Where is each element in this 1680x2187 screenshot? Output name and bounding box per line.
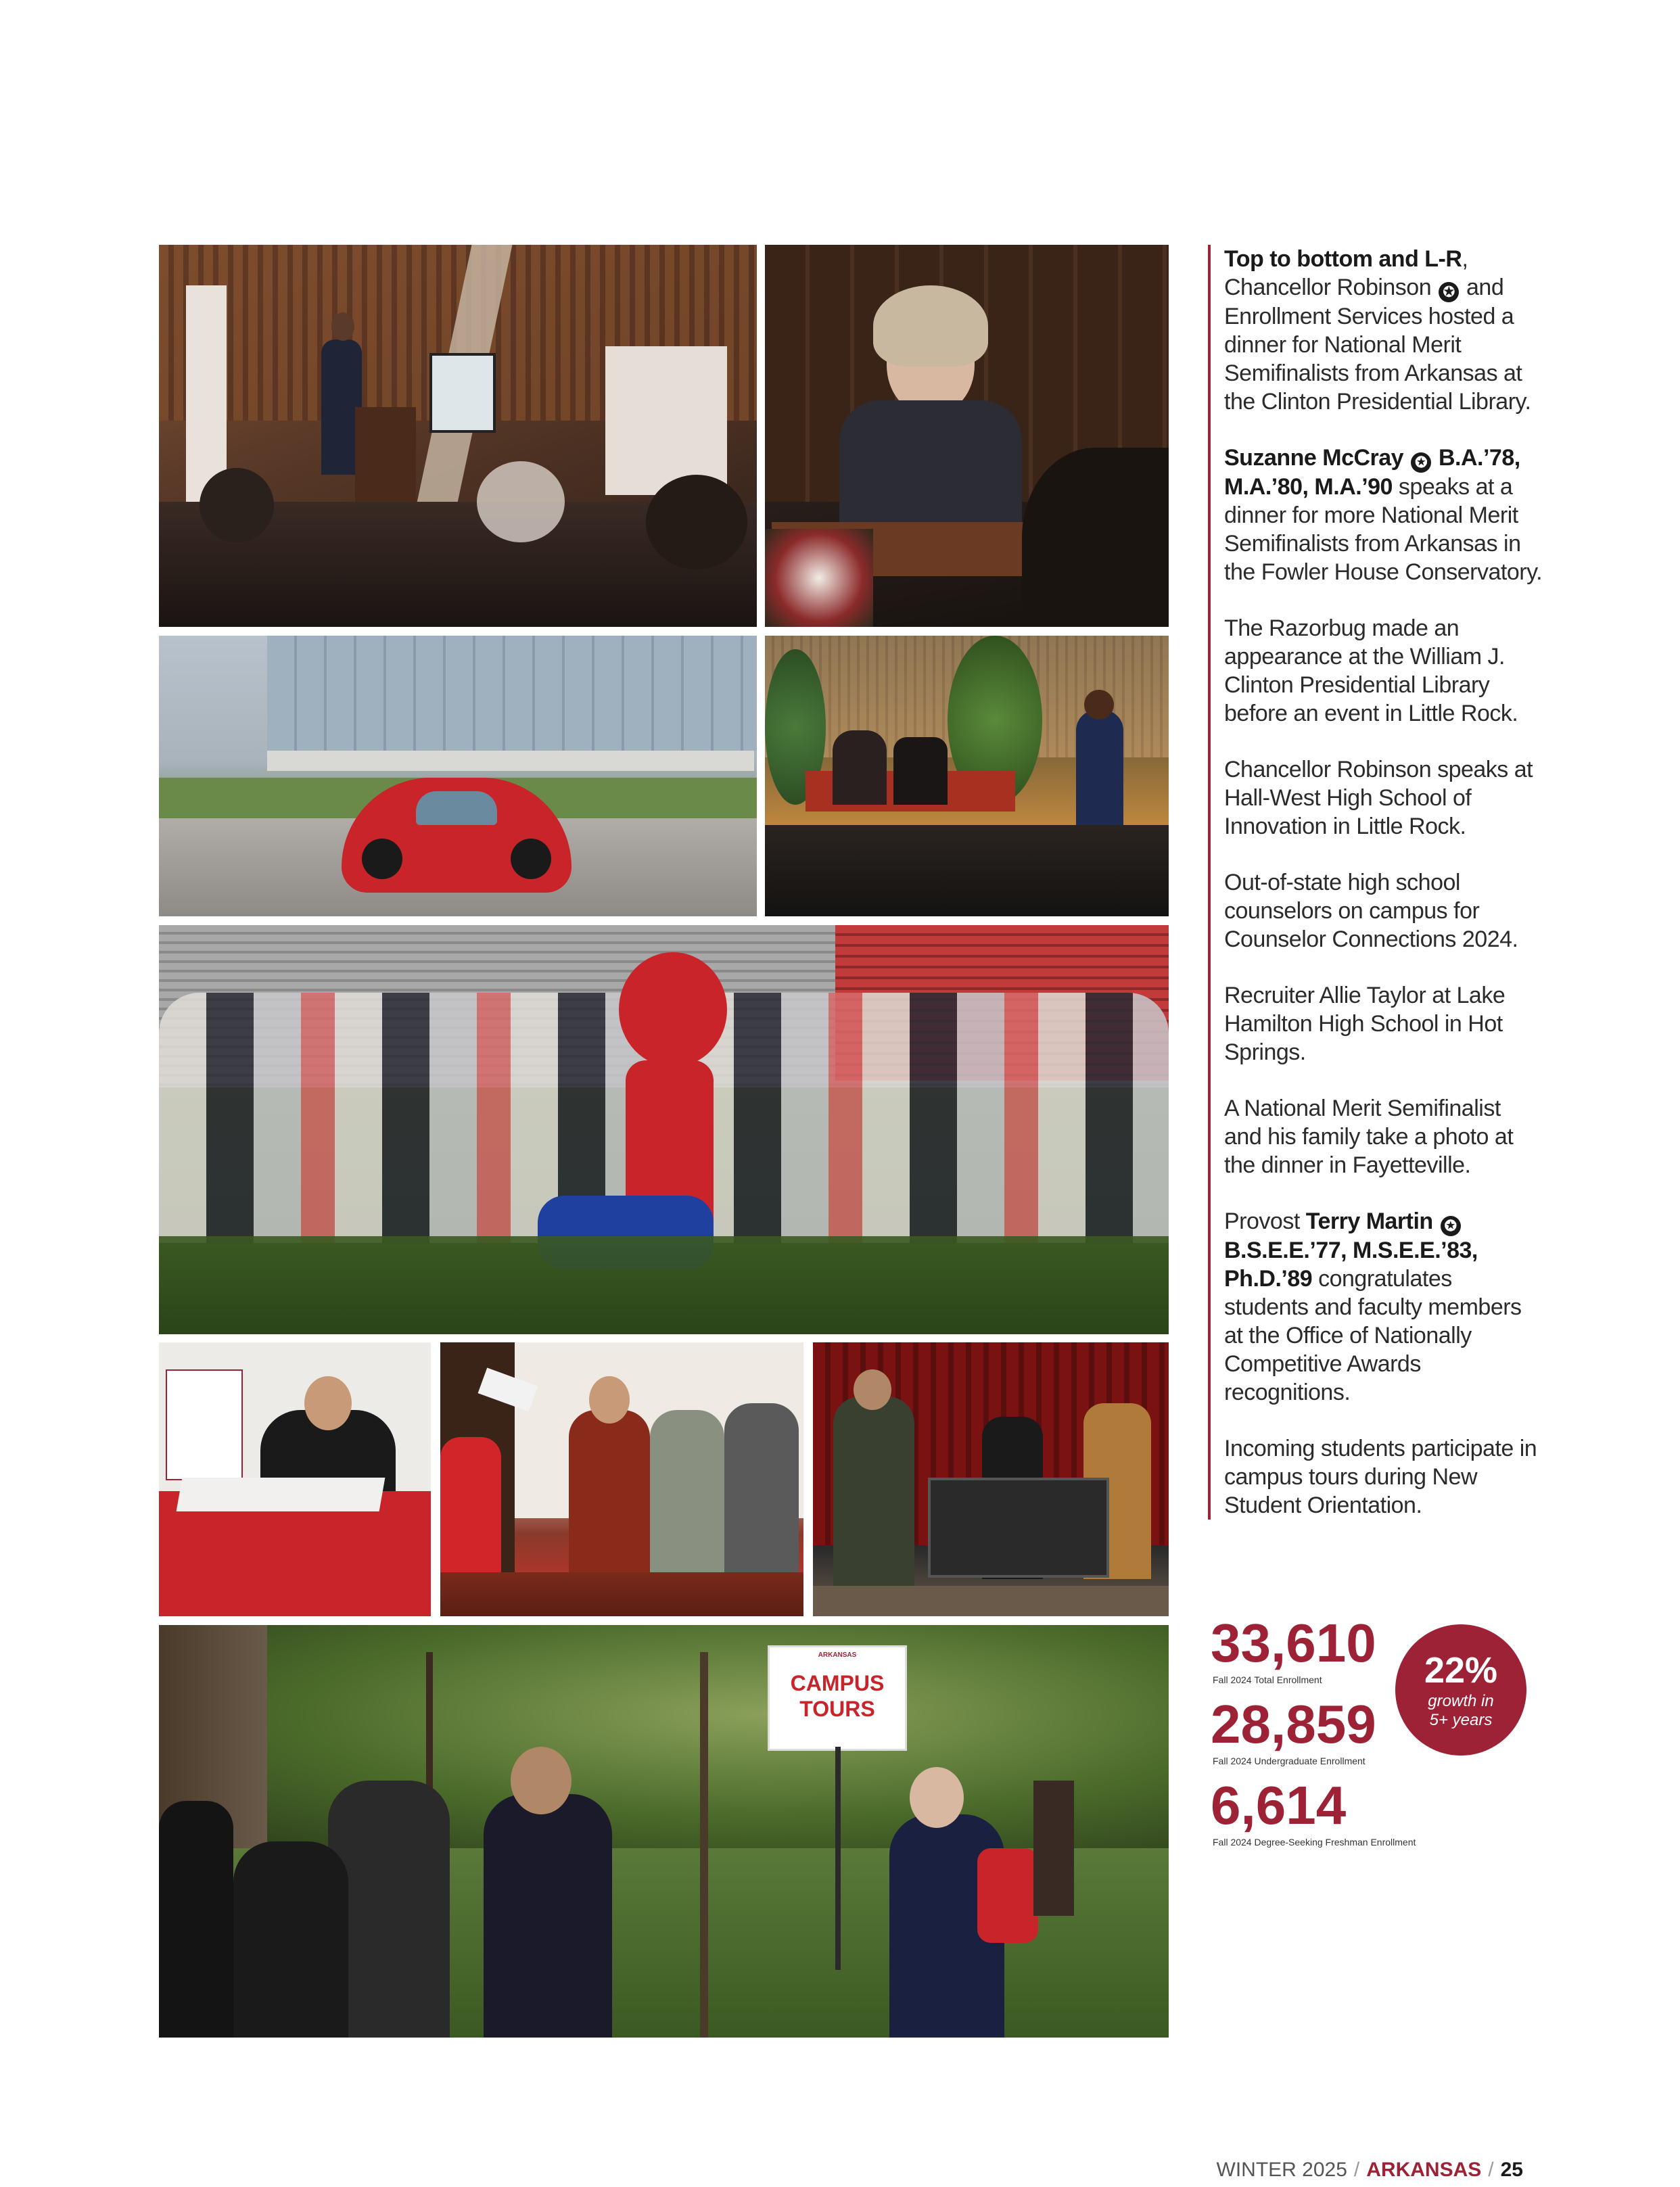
page-footer: WINTER 2025 / ARKANSAS / 25 — [1216, 2159, 1523, 2181]
campus-tours-sign-logo: ARKANSAS — [818, 1651, 857, 1659]
footer-brand: ARKANSAS — [1366, 2159, 1482, 2181]
stat-undergrad-enrollment-label: Fall 2024 Undergraduate Enrollment — [1213, 1756, 1366, 1766]
photo-suzanne-mccray — [765, 245, 1169, 627]
caption-5: Out-of-state high school counselors on campus for Counselor Connections 2024. — [1224, 870, 1518, 952]
caption-7: A National Merit Semifinalist and his family take a photo at the dinner in Fayetteville. — [1224, 1096, 1514, 1178]
stat-total-enrollment: 33,610 — [1211, 1613, 1376, 1673]
photo-counselor-connections — [159, 925, 1169, 1334]
stat-freshman-enrollment: 6,614 — [1211, 1775, 1347, 1835]
alumni-star-icon: ✪ — [1439, 282, 1459, 302]
growth-badge-value: 22% — [1424, 1650, 1498, 1691]
footer-season: WINTER 2025 — [1216, 2159, 1347, 2181]
page-number: 25 — [1500, 2159, 1523, 2181]
photo-hall-west-high — [765, 636, 1169, 916]
campus-tours-sign — [768, 1645, 907, 1751]
stat-undergrad-enrollment: 28,859 — [1211, 1694, 1376, 1754]
photo-campus-tours — [159, 1625, 1169, 2038]
caption-1: Top to bottom and L-R, Chancellor Robinson ✪ and Enrollment Services hosted a dinner for National Merit Semifinalists from Arkansas at the Clinton Presidential Library. — [1224, 246, 1531, 415]
photo-provost-awards — [813, 1342, 1169, 1616]
caption-3: The Razorbug made an appearance at the William J. Clinton Presidential Library before an event in Little Rock. — [1224, 615, 1518, 726]
photo-recruiter-allie-taylor — [159, 1342, 431, 1616]
caption-9: Incoming students participate in campus tours during New Student Orientation. — [1224, 1436, 1537, 1518]
photo-razorbug — [159, 636, 757, 916]
caption-8: Provost Terry Martin ✪ B.S.E.E.’77, M.S.E.E.’83, Ph.D.’89 congratulates students and faculty members at the Office of Nationally Competitive Awards recognitions. — [1224, 1208, 1522, 1405]
photo-captions — [1208, 245, 1542, 1520]
alumni-star-icon: ✪ — [1441, 1216, 1461, 1236]
caption-1-lead: Top to bottom and L-R — [1224, 246, 1462, 272]
campus-tours-sign-text: CAMPUS TOURS — [790, 1671, 885, 1721]
photo-chancellor-podium — [159, 245, 757, 627]
stat-total-enrollment-label: Fall 2024 Total Enrollment — [1213, 1674, 1322, 1685]
stat-freshman-enrollment-label: Fall 2024 Degree-Seeking Freshman Enrollment — [1213, 1837, 1416, 1848]
alumni-star-icon: ✪ — [1411, 452, 1431, 473]
caption-4: Chancellor Robinson speaks at Hall-West High School of Innovation in Little Rock. — [1224, 757, 1533, 839]
caption-2: Suzanne McCray ✪ B.A.’78, M.A.’80, M.A.’90 speaks at a dinner for more National Merit Semifinalists from Arkansas in the Fowler House Conservatory. — [1224, 445, 1543, 585]
growth-badge — [1395, 1624, 1526, 1756]
growth-badge-text: growth in 5+ years — [1428, 1692, 1494, 1729]
photo-merit-family — [440, 1342, 803, 1616]
caption-6: Recruiter Allie Taylor at Lake Hamilton High School in Hot Springs. — [1224, 983, 1506, 1065]
